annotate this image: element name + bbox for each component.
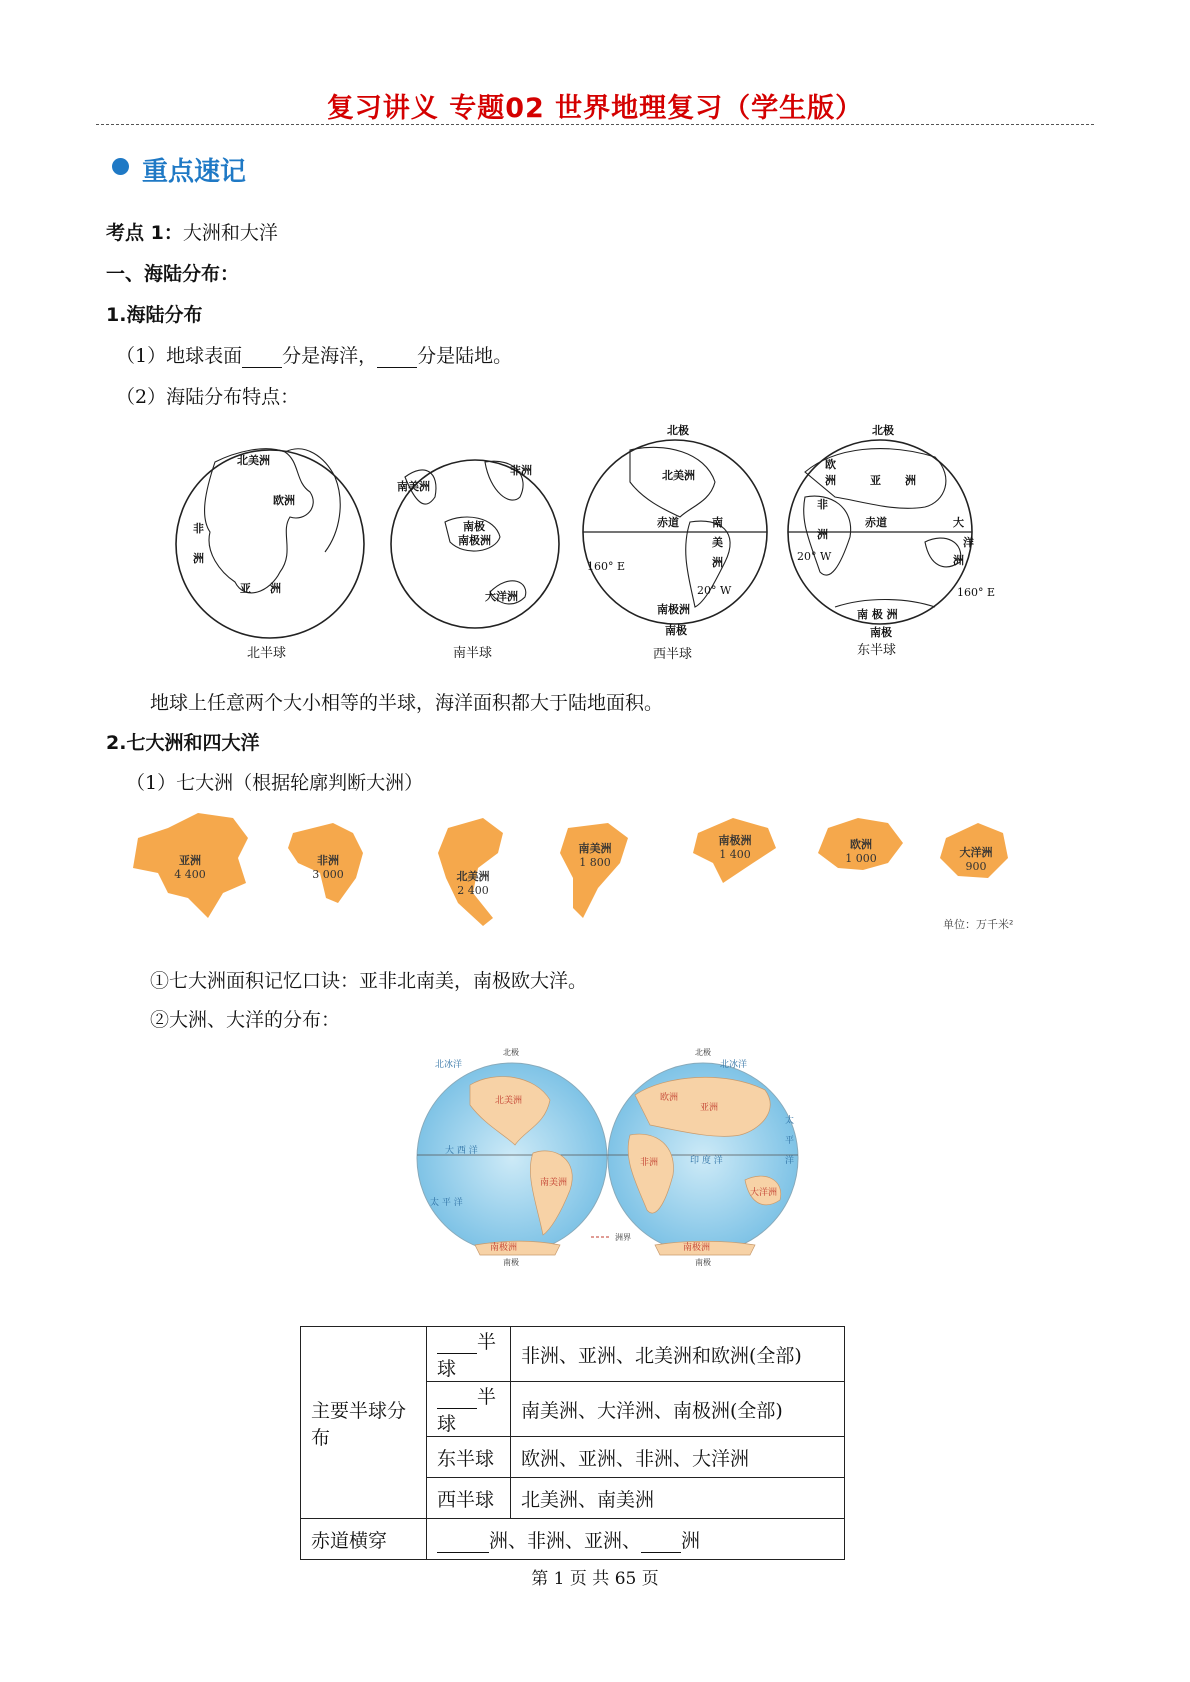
table-row [301,1519,845,1560]
blank-hemi-2[interactable] [437,1390,477,1409]
line1-post: 分是陆地。 [417,345,513,367]
table-hemi-cell: 东半球 [427,1437,511,1478]
cont-area-5: 1 000 [845,852,877,865]
nh-label-2: 非 [193,522,204,535]
hemi-suffix-1: 半球 [437,1331,497,1380]
west-hemisphere [583,423,767,662]
blank-ocean[interactable] [242,349,282,368]
eh-label-11: 160° E [957,586,996,599]
table-equator-cell [427,1519,845,1560]
sub2-line1: （1）七大洲（根据轮廓判断大洲） [126,772,424,794]
wh-label-4: 洲 [712,556,723,569]
wm-label-15: 南极洲 [683,1243,711,1253]
wm-label-7: 欧洲 [660,1093,679,1103]
wh-caption: 西半球 [653,647,693,662]
wm-label-13: 平 [785,1136,795,1146]
wh-label-7: 南极洲 [657,603,690,616]
kaodian-label: 考点 1： [106,222,183,244]
page-footer: 第 1 页 共 65 页 [531,1569,659,1589]
continents-unit: 单位：万千米² [943,918,1014,931]
equator-part1: 洲、非洲、亚洲、 [489,1529,642,1552]
nh-label-3: 洲 [193,552,204,565]
kaodian-text: 大洲和大洋 [182,222,278,244]
table-hemi-cell [427,1382,511,1437]
eh-label-3: 洲 [905,474,916,487]
wh-label-1: 赤道 [657,516,679,529]
sh-label-4: 大洋洲 [485,590,518,603]
blank-land[interactable] [377,349,417,368]
sh-label-2: 南极 [463,520,485,533]
sub2-title: 2.七大洲和四大洋 [106,732,260,754]
wh-bottom: 南极 [665,624,687,637]
line1-pre: （1）地球表面 [116,345,243,367]
wm-label-9: 非洲 [640,1158,659,1168]
hemi-suffix-2: 半球 [437,1386,497,1435]
wm-south-pole-2: 南极 [695,1258,711,1267]
sh-label-1: 南美洲 [397,480,430,493]
eh-label-6: 赤道 [865,516,887,529]
hemispheres-figure [175,422,1015,667]
eh-label-7: 大 [953,516,964,529]
bullet-icon [112,158,129,175]
cont-name-5: 欧洲 [850,838,872,851]
wm-north-pole-2: 北极 [695,1048,711,1057]
wh-label-6: 20° W [697,584,732,597]
wm-label-6: 北冰洋 [720,1060,748,1070]
wh-label-3: 美 [712,536,723,549]
blank-equator-1[interactable] [437,1534,489,1553]
eh-label-9: 洲 [953,554,964,567]
wm-label-0: 北冰洋 [435,1060,463,1070]
wm-label-3: 南美洲 [540,1178,568,1188]
hemisphere-table [300,1326,845,1560]
wm-label-5: 南极洲 [490,1243,518,1253]
continents-figure [128,808,1068,938]
table-group-label: 主要半球分布 [301,1327,427,1519]
table-content-cell: 北美洲、南美洲 [511,1478,845,1519]
wm-north-pole-1: 北极 [503,1048,519,1057]
blank-equator-2[interactable] [641,1534,681,1553]
wm-south-pole-1: 南极 [503,1258,519,1267]
sh-caption: 南半球 [453,646,493,661]
eh-bottom: 南极 [870,626,892,639]
cont-name-3: 南美洲 [578,842,612,855]
eh-label-0: 欧 [825,458,836,471]
cont-name-2: 北美洲 [456,870,490,883]
sh-label-0: 非洲 [510,464,532,477]
nh-label-5: 洲 [270,582,281,595]
cont-name-0: 亚洲 [179,854,201,867]
nh-label-4: 亚 [240,582,251,595]
wm-label-14: 洋 [785,1156,795,1166]
cont-area-0: 4 400 [174,868,206,881]
sub1-line2: （2）海陆分布特点： [116,386,300,408]
distribution-label: ②大洲、大洋的分布： [150,1009,341,1031]
nh-caption: 北半球 [247,646,287,661]
cont-area-1: 3 000 [312,868,344,881]
equator-part2: 洲 [681,1529,701,1552]
cont-area-2: 2 400 [457,884,489,897]
table-content-cell: 欧洲、亚洲、非洲、大洋洲 [511,1437,845,1478]
sub1-title: 1.海陆分布 [106,304,203,326]
eh-label-4: 非 [817,498,828,511]
south-hemisphere [391,460,559,661]
table-hemi-cell [427,1327,511,1382]
page-title: 复习讲义 专题02 世界地理复习（学生版） [326,93,864,124]
nh-label-1: 欧洲 [273,494,295,507]
shape-south-america [560,823,628,918]
north-hemisphere [176,449,364,661]
sh-label-3: 南极洲 [458,534,491,547]
wm-label-2: 大 西 洋 [445,1146,478,1156]
nh-label-0: 北美洲 [237,454,270,467]
mnemonic: ①七大洲面积记忆口诀：亚非北南美，南极欧大洋。 [150,970,588,992]
part1-title: 一、海陆分布： [106,263,240,285]
eh-top: 北极 [872,424,894,437]
cont-area-6: 900 [965,860,987,873]
cont-area-4: 1 400 [719,848,751,861]
table-content-cell: 非洲、亚洲、北美洲和欧洲(全部) [511,1327,845,1382]
sub1-line1 [116,341,512,368]
hemisphere-conclusion: 地球上任意两个大小相等的半球，海洋面积都大于陆地面积。 [150,692,664,714]
wm-label-8: 亚洲 [700,1103,719,1113]
wm-legend: 洲界 [615,1233,631,1242]
wm-label-4: 太 平 洋 [430,1198,463,1208]
cont-name-4: 南极洲 [718,834,752,847]
table-equator-label: 赤道横穿 [301,1519,427,1560]
eh-caption: 东半球 [857,643,897,658]
blank-hemi-1[interactable] [437,1335,477,1354]
wh-label-0: 北美洲 [662,469,695,482]
cont-area-3: 1 800 [579,856,611,869]
table-row [301,1327,845,1382]
cont-name-1: 非洲 [317,854,339,867]
wm-label-1: 北美洲 [495,1096,523,1106]
table-hemi-cell: 西半球 [427,1478,511,1519]
eh-label-2: 亚 [870,474,881,487]
eh-label-12: 南 极 洲 [857,608,898,621]
kaodian-heading [106,218,278,245]
title-divider [96,124,1094,125]
wh-label-5: 160° E [587,560,626,573]
section-title: 重点速记 [142,157,247,187]
eh-label-1: 洲 [825,474,836,487]
line1-mid: 分是海洋， [282,345,378,367]
east-hemisphere [788,423,995,658]
wm-label-10: 印 度 洋 [690,1156,723,1166]
cont-name-6: 大洋洲 [959,846,993,859]
wh-label-2: 南 [712,516,723,529]
wm-label-12: 太 [785,1116,795,1126]
eh-label-5: 洲 [817,528,828,541]
eh-label-8: 洋 [963,536,974,549]
wm-label-11: 大洋洲 [750,1188,778,1198]
world-map-figure [415,1045,815,1270]
table-content-cell: 南美洲、大洋洲、南极洲(全部) [511,1382,845,1437]
wh-top: 北极 [667,424,689,437]
eh-label-10: 20° W [797,550,832,563]
